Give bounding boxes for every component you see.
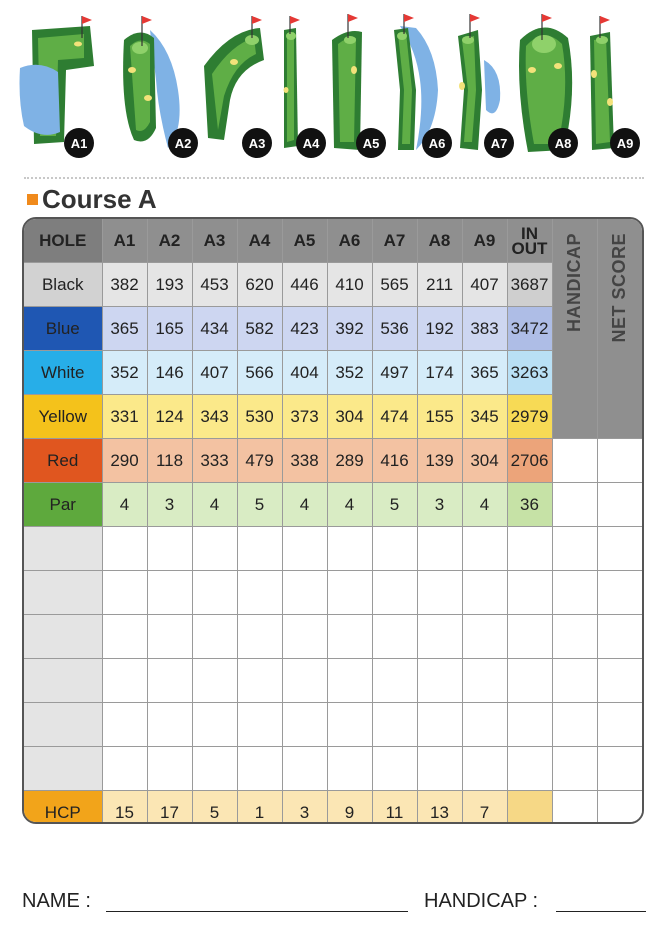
score-cell: 155 bbox=[417, 395, 462, 439]
row-label-blue: Blue bbox=[24, 307, 102, 351]
player-score-cell[interactable] bbox=[417, 747, 462, 791]
player-score-cell[interactable] bbox=[372, 659, 417, 703]
score-cell: 416 bbox=[372, 439, 417, 483]
score-cell: 174 bbox=[417, 351, 462, 395]
name-write-line bbox=[106, 911, 408, 912]
player-score-cell[interactable] bbox=[147, 747, 192, 791]
score-cell: 453 bbox=[192, 263, 237, 307]
score-cell: 373 bbox=[282, 395, 327, 439]
score-cell: 410 bbox=[327, 263, 372, 307]
hole-map-a2 bbox=[110, 10, 190, 160]
net-score-column-label: NET SCORE bbox=[609, 233, 630, 343]
total-cell: 2706 bbox=[507, 439, 552, 483]
score-cell: 192 bbox=[417, 307, 462, 351]
player-score-cell[interactable] bbox=[327, 703, 372, 747]
score-cell: 211 bbox=[417, 263, 462, 307]
score-cell: 479 bbox=[237, 439, 282, 483]
column-header-a3: A3 bbox=[192, 219, 237, 263]
hcp-cell: 11 bbox=[372, 791, 417, 825]
player-score-cell[interactable] bbox=[282, 703, 327, 747]
column-header-a5: A5 bbox=[282, 219, 327, 263]
column-header-a4: A4 bbox=[237, 219, 282, 263]
row-label-hcp: HCP bbox=[24, 791, 102, 825]
player-score-row bbox=[24, 747, 642, 791]
net-score-cell[interactable] bbox=[597, 483, 642, 527]
player-score-row bbox=[24, 615, 642, 659]
player-score-cell[interactable] bbox=[192, 703, 237, 747]
score-cell: 352 bbox=[327, 351, 372, 395]
player-name-cell[interactable] bbox=[24, 615, 102, 659]
total-cell: 3263 bbox=[507, 351, 552, 395]
net-score-column-header bbox=[597, 219, 642, 439]
player-total-cell[interactable] bbox=[507, 659, 552, 703]
player-score-cell[interactable] bbox=[192, 615, 237, 659]
player-score-cell[interactable] bbox=[462, 659, 507, 703]
player-total-cell[interactable] bbox=[507, 615, 552, 659]
score-cell: 566 bbox=[237, 351, 282, 395]
score-cell: 4 bbox=[327, 483, 372, 527]
player-score-cell[interactable] bbox=[327, 747, 372, 791]
player-name-cell[interactable] bbox=[24, 703, 102, 747]
handicap-label: HANDICAP : bbox=[424, 890, 539, 912]
player-score-cell[interactable] bbox=[102, 659, 147, 703]
row-label-black: Black bbox=[24, 263, 102, 307]
handicap-cell[interactable] bbox=[552, 527, 597, 571]
tee-row-yellow bbox=[24, 395, 642, 439]
hole-badge-a5: A5 bbox=[356, 128, 386, 158]
player-total-cell[interactable] bbox=[507, 571, 552, 615]
score-cell: 4 bbox=[192, 483, 237, 527]
score-cell: 474 bbox=[372, 395, 417, 439]
score-cell: 383 bbox=[462, 307, 507, 351]
score-cell: 434 bbox=[192, 307, 237, 351]
hole-map-a3 bbox=[194, 10, 274, 160]
course-title-marker-icon bbox=[27, 194, 38, 205]
course-title: Course A bbox=[42, 184, 157, 214]
score-cell: 392 bbox=[327, 307, 372, 351]
player-name-cell[interactable] bbox=[24, 527, 102, 571]
player-score-row bbox=[24, 703, 642, 747]
hole-maps-strip bbox=[0, 0, 666, 168]
player-score-cell[interactable] bbox=[237, 659, 282, 703]
in-out-header bbox=[507, 219, 552, 263]
score-cell: 124 bbox=[147, 395, 192, 439]
player-score-cell[interactable] bbox=[102, 527, 147, 571]
row-label-white: White bbox=[24, 351, 102, 395]
player-score-cell[interactable] bbox=[462, 527, 507, 571]
hole-map-a9 bbox=[584, 10, 654, 160]
player-score-cell[interactable] bbox=[462, 571, 507, 615]
score-cell: 582 bbox=[237, 307, 282, 351]
score-cell: 3 bbox=[147, 483, 192, 527]
score-cell: 365 bbox=[462, 351, 507, 395]
score-cell: 365 bbox=[102, 307, 147, 351]
total-cell: 2979 bbox=[507, 395, 552, 439]
net-score-cell[interactable] bbox=[597, 747, 642, 791]
name-label: NAME : bbox=[22, 890, 91, 912]
player-score-cell[interactable] bbox=[237, 615, 282, 659]
column-header-a9: A9 bbox=[462, 219, 507, 263]
signature-footer bbox=[0, 880, 666, 920]
player-name-cell[interactable] bbox=[24, 747, 102, 791]
score-cell: 165 bbox=[147, 307, 192, 351]
score-cell: 382 bbox=[102, 263, 147, 307]
row-label-yellow: Yellow bbox=[24, 395, 102, 439]
net-score-cell[interactable] bbox=[597, 703, 642, 747]
hole-badge-a8: A8 bbox=[548, 128, 578, 158]
handicap-cell[interactable] bbox=[552, 703, 597, 747]
hcp-row bbox=[24, 791, 642, 825]
score-cell: 193 bbox=[147, 263, 192, 307]
player-score-cell[interactable] bbox=[282, 747, 327, 791]
handicap-cell[interactable] bbox=[552, 615, 597, 659]
player-score-cell[interactable] bbox=[102, 703, 147, 747]
scorecard-body bbox=[24, 219, 642, 824]
score-cell: 5 bbox=[372, 483, 417, 527]
player-score-cell[interactable] bbox=[372, 615, 417, 659]
table-header-row bbox=[24, 219, 642, 263]
player-total-cell[interactable] bbox=[507, 747, 552, 791]
player-score-cell[interactable] bbox=[282, 659, 327, 703]
handicap-cell[interactable] bbox=[552, 747, 597, 791]
hcp-cell: 1 bbox=[237, 791, 282, 825]
score-cell: 289 bbox=[327, 439, 372, 483]
row-label-par: Par bbox=[24, 483, 102, 527]
hcp-cell: 7 bbox=[462, 791, 507, 825]
player-score-cell[interactable] bbox=[327, 615, 372, 659]
player-score-cell[interactable] bbox=[102, 615, 147, 659]
net-score-cell[interactable] bbox=[597, 659, 642, 703]
player-score-cell[interactable] bbox=[327, 659, 372, 703]
score-cell: 4 bbox=[102, 483, 147, 527]
hole-map-a1 bbox=[20, 10, 100, 160]
player-score-cell[interactable] bbox=[147, 527, 192, 571]
hole-badge-a3: A3 bbox=[242, 128, 272, 158]
score-cell: 338 bbox=[282, 439, 327, 483]
player-score-cell[interactable] bbox=[327, 571, 372, 615]
score-cell: 139 bbox=[417, 439, 462, 483]
handicap-cell[interactable] bbox=[552, 791, 597, 825]
player-score-cell[interactable] bbox=[192, 527, 237, 571]
hole-map-a4 bbox=[274, 10, 334, 160]
hcp-total-cell bbox=[507, 791, 552, 825]
score-cell: 423 bbox=[282, 307, 327, 351]
tee-row-black bbox=[24, 263, 642, 307]
score-cell: 304 bbox=[462, 439, 507, 483]
player-score-cell[interactable] bbox=[417, 703, 462, 747]
player-score-cell[interactable] bbox=[417, 571, 462, 615]
player-score-cell[interactable] bbox=[462, 615, 507, 659]
hole-badge-a6: A6 bbox=[422, 128, 452, 158]
player-score-cell[interactable] bbox=[147, 615, 192, 659]
column-header-a1: A1 bbox=[102, 219, 147, 263]
player-score-cell[interactable] bbox=[417, 527, 462, 571]
handicap-cell[interactable] bbox=[552, 659, 597, 703]
score-cell: 343 bbox=[192, 395, 237, 439]
column-header-a2: A2 bbox=[147, 219, 192, 263]
player-score-cell[interactable] bbox=[282, 571, 327, 615]
handicap-write-line bbox=[556, 911, 646, 912]
score-cell: 118 bbox=[147, 439, 192, 483]
handicap-cell[interactable] bbox=[552, 483, 597, 527]
score-cell: 304 bbox=[327, 395, 372, 439]
score-cell: 333 bbox=[192, 439, 237, 483]
player-name-cell[interactable] bbox=[24, 659, 102, 703]
hcp-cell: 13 bbox=[417, 791, 462, 825]
player-score-cell[interactable] bbox=[372, 747, 417, 791]
score-cell: 565 bbox=[372, 263, 417, 307]
player-score-row bbox=[24, 659, 642, 703]
scorecard-table bbox=[22, 217, 644, 824]
player-score-cell[interactable] bbox=[417, 659, 462, 703]
score-cell: 620 bbox=[237, 263, 282, 307]
out-label: OUT bbox=[511, 238, 548, 258]
player-score-cell[interactable] bbox=[282, 527, 327, 571]
total-cell: 3687 bbox=[507, 263, 552, 307]
player-score-cell[interactable] bbox=[192, 571, 237, 615]
score-cell: 146 bbox=[147, 351, 192, 395]
player-score-cell[interactable] bbox=[237, 747, 282, 791]
player-score-cell[interactable] bbox=[192, 747, 237, 791]
score-cell: 290 bbox=[102, 439, 147, 483]
hcp-cell: 15 bbox=[102, 791, 147, 825]
in-label: IN bbox=[521, 223, 538, 243]
player-total-cell[interactable] bbox=[507, 527, 552, 571]
player-score-cell[interactable] bbox=[462, 703, 507, 747]
player-score-cell[interactable] bbox=[102, 747, 147, 791]
total-cell: 36 bbox=[507, 483, 552, 527]
hcp-cell: 3 bbox=[282, 791, 327, 825]
handicap-cell[interactable] bbox=[552, 439, 597, 483]
tee-row-blue bbox=[24, 307, 642, 351]
tee-row-white bbox=[24, 351, 642, 395]
net-score-cell[interactable] bbox=[597, 615, 642, 659]
handicap-cell[interactable] bbox=[552, 571, 597, 615]
player-score-cell[interactable] bbox=[147, 571, 192, 615]
score-cell: 497 bbox=[372, 351, 417, 395]
column-header-a7: A7 bbox=[372, 219, 417, 263]
hole-badge-a9: A9 bbox=[610, 128, 640, 158]
net-score-cell[interactable] bbox=[597, 571, 642, 615]
player-score-cell[interactable] bbox=[417, 615, 462, 659]
player-score-row bbox=[24, 527, 642, 571]
hole-map-a8 bbox=[514, 10, 594, 160]
column-header-a8: A8 bbox=[417, 219, 462, 263]
hcp-cell: 9 bbox=[327, 791, 372, 825]
row-label-red: Red bbox=[24, 439, 102, 483]
score-cell: 5 bbox=[237, 483, 282, 527]
hole-badge-a7: A7 bbox=[484, 128, 514, 158]
handicap-column-label: HANDICAP bbox=[564, 233, 584, 333]
score-cell: 345 bbox=[462, 395, 507, 439]
player-score-cell[interactable] bbox=[147, 703, 192, 747]
score-cell: 407 bbox=[192, 351, 237, 395]
player-score-cell[interactable] bbox=[372, 703, 417, 747]
score-cell: 536 bbox=[372, 307, 417, 351]
player-score-cell[interactable] bbox=[372, 527, 417, 571]
hcp-cell: 5 bbox=[192, 791, 237, 825]
hole-badge-a2: A2 bbox=[168, 128, 198, 158]
score-cell: 352 bbox=[102, 351, 147, 395]
score-cell: 530 bbox=[237, 395, 282, 439]
score-cell: 3 bbox=[417, 483, 462, 527]
net-score-cell[interactable] bbox=[597, 439, 642, 483]
score-cell: 446 bbox=[282, 263, 327, 307]
player-score-cell[interactable] bbox=[192, 659, 237, 703]
player-score-cell[interactable] bbox=[237, 703, 282, 747]
column-header-a6: A6 bbox=[327, 219, 372, 263]
hole-badge-a1: A1 bbox=[64, 128, 94, 158]
hcp-cell: 17 bbox=[147, 791, 192, 825]
total-cell: 3472 bbox=[507, 307, 552, 351]
score-cell: 407 bbox=[462, 263, 507, 307]
score-cell: 4 bbox=[462, 483, 507, 527]
net-score-cell[interactable] bbox=[597, 527, 642, 571]
section-divider bbox=[24, 177, 644, 179]
net-score-cell[interactable] bbox=[597, 791, 642, 825]
hole-header: HOLE bbox=[24, 219, 102, 263]
player-score-cell[interactable] bbox=[237, 527, 282, 571]
player-total-cell[interactable] bbox=[507, 703, 552, 747]
player-score-cell[interactable] bbox=[462, 747, 507, 791]
score-cell: 331 bbox=[102, 395, 147, 439]
player-score-cell[interactable] bbox=[282, 615, 327, 659]
handicap-column-header bbox=[552, 219, 597, 439]
player-score-cell[interactable] bbox=[147, 659, 192, 703]
hole-badge-a4: A4 bbox=[296, 128, 326, 158]
player-score-cell[interactable] bbox=[372, 571, 417, 615]
player-name-cell[interactable] bbox=[24, 571, 102, 615]
score-cell: 4 bbox=[282, 483, 327, 527]
tee-row-par bbox=[24, 483, 642, 527]
player-score-cell[interactable] bbox=[102, 571, 147, 615]
player-score-cell[interactable] bbox=[237, 571, 282, 615]
score-cell: 404 bbox=[282, 351, 327, 395]
player-score-cell[interactable] bbox=[327, 527, 372, 571]
player-score-row bbox=[24, 571, 642, 615]
tee-row-red bbox=[24, 439, 642, 483]
